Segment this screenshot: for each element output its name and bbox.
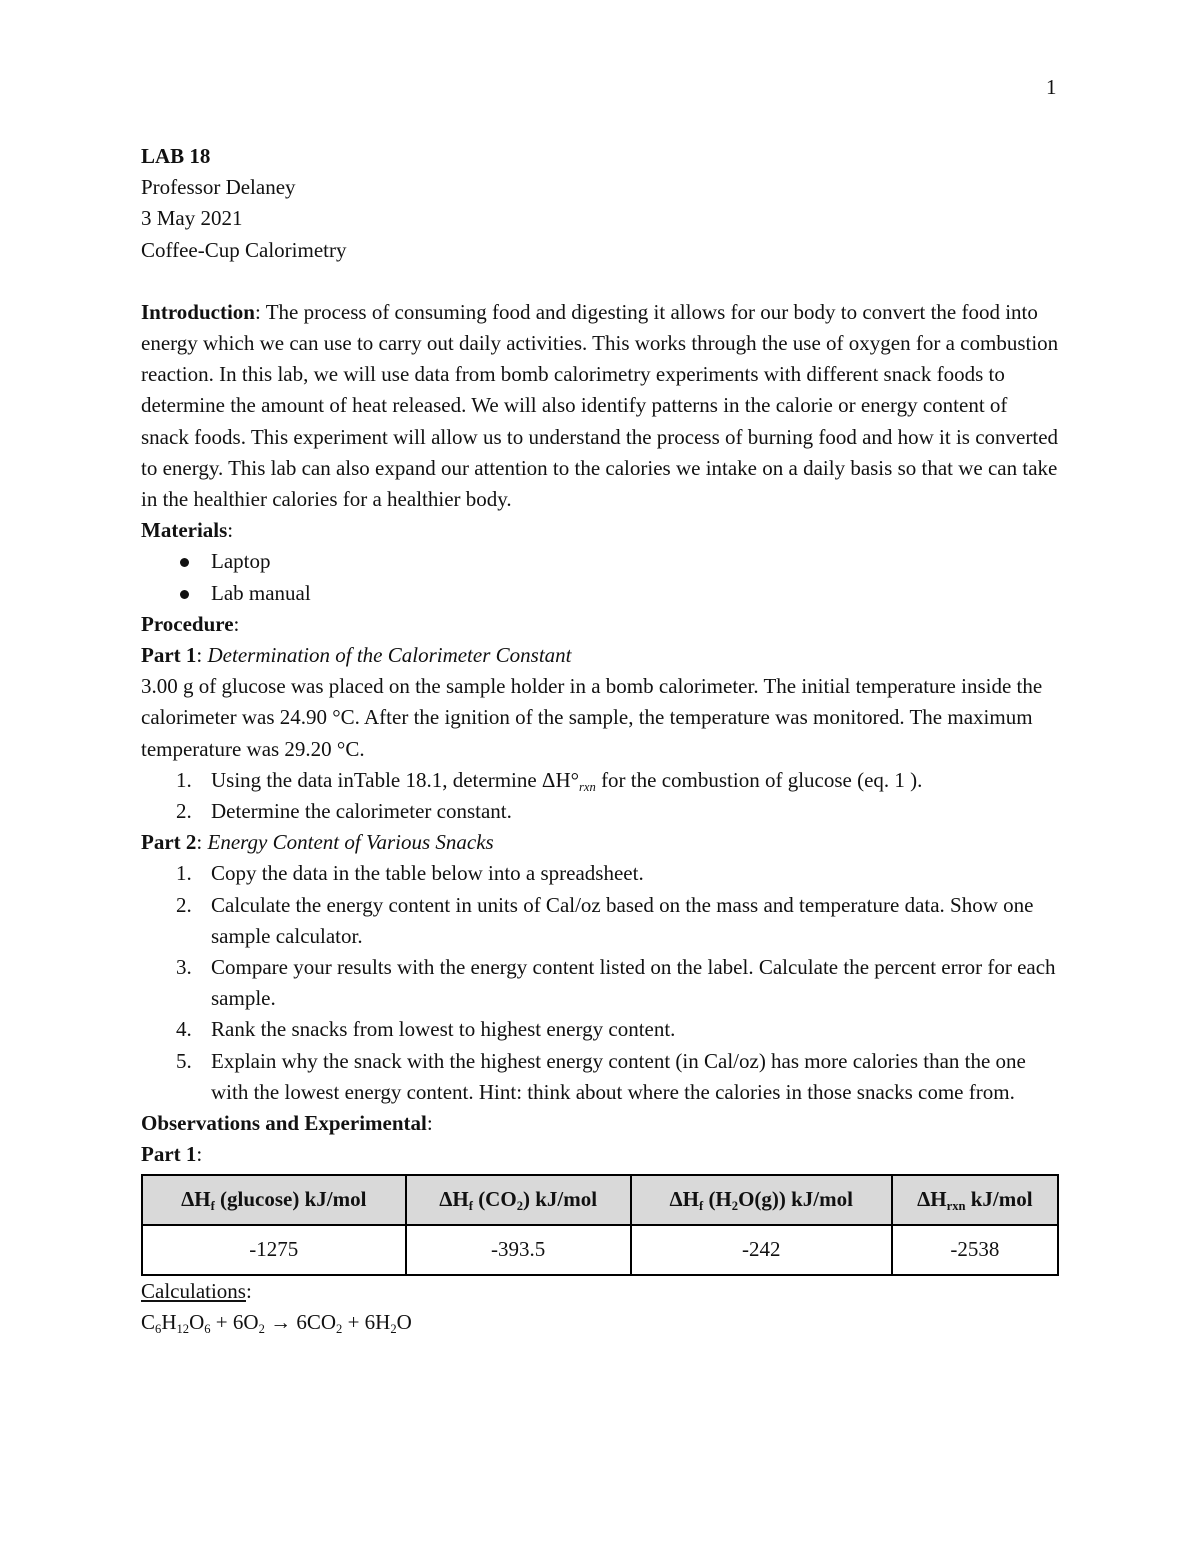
table-cell: -242	[631, 1225, 892, 1275]
procedure-heading: Procedure:	[141, 611, 240, 636]
part2-heading: Part 2: Energy Content of Various Snacks	[141, 830, 494, 855]
part1-heading: Part 1: Determination of the Calorimeter Constant	[141, 643, 572, 668]
document-body	[141, 141, 1059, 1338]
list-item: 3. Compare your results with the energy content listed on the label. Calculate the percent error for each sample.	[176, 955, 1056, 1011]
part1-steps	[141, 765, 1059, 827]
calculations-heading: Calculations:	[141, 1278, 252, 1303]
table-row	[142, 1225, 1058, 1275]
list-item: 4. Rank the snacks from lowest to highest energy content.	[176, 1017, 676, 1042]
lab-number: LAB 18	[141, 144, 211, 168]
table-cell: -1275	[142, 1225, 406, 1275]
introduction-label: Introduction	[141, 299, 255, 324]
column-header-h2o: $\Delta H_f$ $(H_2O(g))$ kJ/mol	[631, 1175, 892, 1225]
list-item: Laptop	[141, 546, 1059, 577]
combustion-equation: $C_6H_{12}O_6 + 6O_2 \to 6CO_2 + 6H_2O$	[141, 1309, 412, 1336]
list-item: 2. Determine the calorimeter constant.	[176, 799, 512, 824]
part1-description: 3.00 g of glucose was placed on the sample holder in a bomb calorimeter. The initial temperature inside the calorimeter was 24.90 °C. After the ignition of the sample, the temperature was monitored. The maximum temperature was 29.20 °C.	[141, 674, 1043, 761]
observations-heading: Observations and Experimental:	[141, 1111, 433, 1136]
page-number: 1	[1046, 75, 1057, 99]
enthalpy-table	[141, 1174, 1059, 1276]
list-item: 1. Copy the data in the table below into a spreadsheet.	[176, 861, 644, 886]
list-item: Lab manual	[141, 578, 1059, 609]
list-item: 1. Using the data inTable 18.1, determine $\Delta H^\circ_{rxn}$ for the combustion of glucose (eq. 1 ).	[176, 767, 923, 794]
introduction-text: : The process of consuming food and digesting it allows for our body to convert the food into energy which we can use to carry out daily activities. This works through the use of oxygen for a combustion reaction. In this lab, we will use data from bomb calorimetry experiments with different snack foods to determine the amount of heat released. We will also identify patterns in the calorie or energy content of snack foods. This experiment will allow us to understand the process of burning food and how it is converted to energy. This lab can also expand our attention to the calories we intake on a daily basis so that we can take in the healthier calories for a healthier body.	[141, 299, 1059, 512]
report-date: 3 May 2021	[141, 206, 243, 231]
part1-title: Determination of the Calorimeter Constant	[207, 643, 572, 668]
materials-list	[141, 546, 1059, 608]
column-header-co2: $\Delta H_f$ $(CO_2)$ kJ/mol	[406, 1175, 631, 1225]
column-header-glucose: $\Delta H_f$ (glucose) kJ/mol	[142, 1175, 406, 1225]
part2-title: Energy Content of Various Snacks	[207, 830, 494, 855]
list-item: 2. Calculate the energy content in units of Cal/oz based on the mass and temperature data. Show one sample calculator.	[176, 892, 1034, 948]
report-title: Coffee-Cup Calorimetry	[141, 237, 347, 262]
table-cell: -393.5	[406, 1225, 631, 1275]
professor-name: Professor Delaney	[141, 175, 296, 200]
materials-heading: Materials:	[141, 518, 234, 543]
table-header-row	[142, 1175, 1058, 1225]
observations-part1-heading: Part 1:	[141, 1142, 203, 1167]
list-item: 5. Explain why the snack with the highest energy content (in Cal/oz) has more calories than the one with the lowest energy content. Hint: think about where the calories in those snacks come from.	[176, 1048, 1026, 1104]
table-cell: -2538	[892, 1225, 1058, 1275]
part2-steps	[141, 858, 1059, 1108]
column-header-rxn: $\Delta H_{rxn}$ kJ/mol	[892, 1175, 1058, 1225]
introduction-paragraph	[141, 297, 1059, 515]
